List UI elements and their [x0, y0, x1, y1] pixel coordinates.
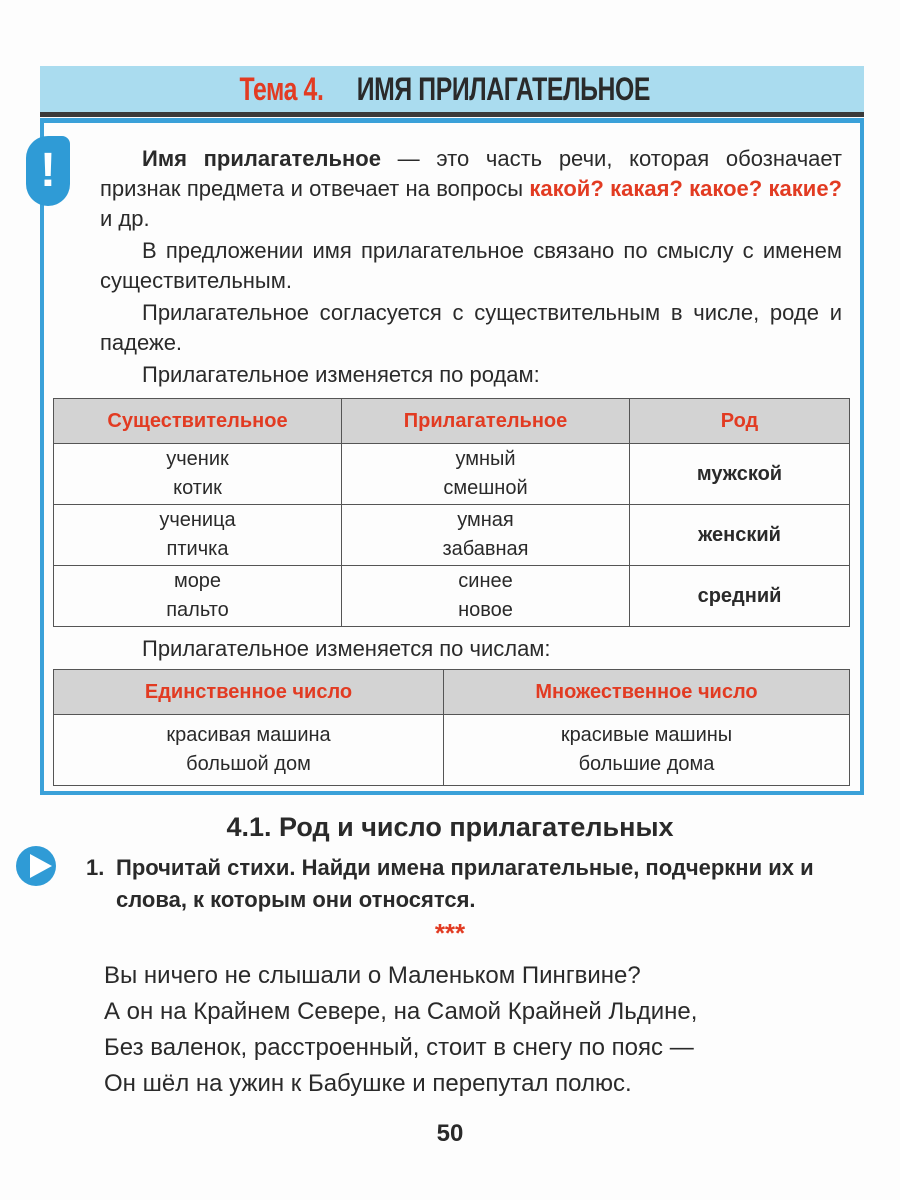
col-header: Существительное — [54, 399, 342, 444]
rule-paragraph-3: Прилагательное согласуется с существительным в числе, роде и падеже. — [100, 300, 842, 355]
poem-line: Вы ничего не слышали о Маленьком Пингвине? — [104, 962, 641, 989]
number-table — [53, 669, 850, 786]
gender-table — [53, 398, 850, 627]
col-header: Множественное число — [444, 670, 850, 715]
poem-line: Он шёл на ужин к Бабушке и перепутал полюс. — [104, 1070, 632, 1097]
col-header: Род — [630, 399, 850, 444]
topic-title: ИМЯ ПРИЛАГАТЕЛЬНОЕ — [356, 71, 651, 107]
table-row: ученик котик умный смешной мужской — [54, 444, 850, 505]
poem-line: А он на Крайнем Севере, на Самой Крайней Льдине, — [104, 998, 698, 1025]
topic-header — [40, 66, 864, 117]
rule-paragraph-2: В предложении имя прилагательное связано по смыслу с именем существительным. — [100, 238, 842, 293]
col-header: Единственное число — [54, 670, 444, 715]
poem-line: Без валенок, расстроенный, стоит в снегу по пояс — — [104, 1034, 694, 1061]
rule-definition: Имя прилагательное — это часть речи, которая обозначает признак предмета и отвечает на вопросы какой? какая? какое? какие? и др. — [100, 146, 843, 231]
poem-stars: *** — [434, 918, 466, 948]
rule-paragraph-5: Прилагательное изменяется по числам: — [142, 636, 551, 661]
table-row: море пальто синее новое средний — [54, 566, 850, 627]
task-1: 1. Прочитай стихи. Найди имена прилагательные, подчеркни их и слова, к которым они относятся. — [86, 855, 814, 912]
section-title: 4.1. Род и число прилагательных — [226, 812, 674, 842]
col-header: Прилагательное — [342, 399, 630, 444]
page-number: 50 — [436, 1120, 464, 1147]
play-icon — [16, 846, 56, 886]
topic-number: Тема 4. — [239, 71, 324, 107]
rule-paragraph-4: Прилагательное изменяется по родам: — [142, 362, 540, 387]
table-row: красивая машина большой дом красивые машины большие дома — [54, 715, 850, 786]
poem — [104, 958, 697, 1102]
exclamation-icon: ! — [26, 136, 70, 206]
table-row: ученица птичка умная забавная женский — [54, 505, 850, 566]
